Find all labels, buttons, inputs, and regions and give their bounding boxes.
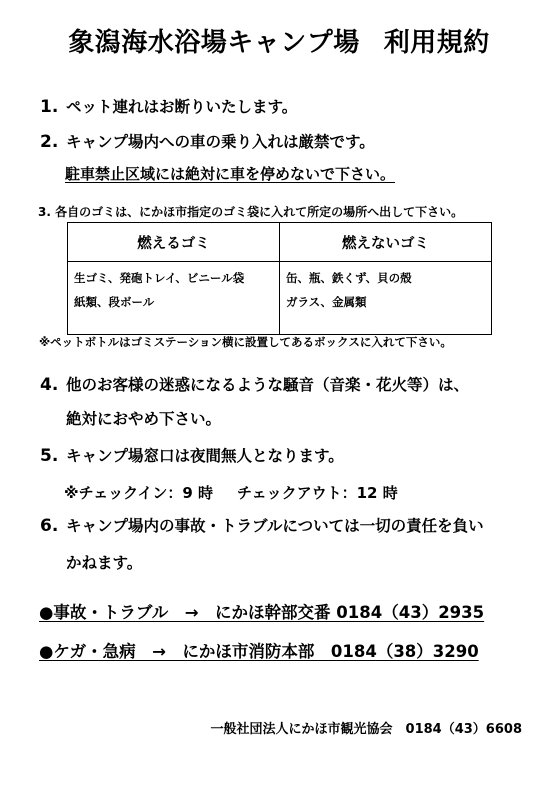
rule-2 bbox=[40, 132, 375, 152]
list-item: 缶、瓶、鉄くず、貝の殻 bbox=[286, 271, 412, 285]
cell-non-burnable bbox=[280, 262, 492, 335]
rule-2-subtext: 駐車禁止区域には絶対に車を停めないで下さい。 bbox=[65, 165, 396, 183]
rule-6 bbox=[40, 516, 484, 536]
list-item: 紙類、段ボール bbox=[74, 295, 155, 309]
rule-1 bbox=[40, 97, 297, 117]
rule-number: 1. bbox=[40, 97, 59, 117]
rule-number: 5. bbox=[40, 446, 59, 466]
header-non-burnable: 燃えないゴミ bbox=[280, 223, 492, 262]
rule-number: 4. bbox=[40, 375, 59, 395]
pet-bottle-note: ※ペットボトルはゴミステーション横に設置してあるボックスに入れて下さい。 bbox=[39, 335, 452, 349]
rule-5 bbox=[40, 446, 344, 466]
page-title bbox=[0, 22, 558, 59]
contact-fire-department: ●ケガ・急病 → にかほ市消防本部 0184（38）3290 bbox=[39, 642, 479, 661]
rule-4-continued: 絶対におやめ下さい。 bbox=[66, 410, 222, 428]
checkout-time: チェックアウト：12 時 bbox=[237, 484, 398, 502]
checkin-times bbox=[64, 482, 398, 503]
checkin-time: ※チェックイン：9 時 bbox=[64, 484, 214, 502]
title-main: 象潟海水浴場キャンプ場 bbox=[68, 28, 360, 58]
rule-number: 2. bbox=[40, 132, 59, 152]
list-item: ガラス、金属類 bbox=[286, 295, 367, 309]
rule-4 bbox=[40, 375, 469, 395]
garbage-table bbox=[67, 222, 492, 335]
rule-text: キャンプ場窓口は夜間無人となります。 bbox=[66, 447, 344, 465]
list-item: 生ゴミ、発砲トレイ、ビニール袋 bbox=[74, 271, 245, 285]
rule-number: 6. bbox=[40, 516, 59, 536]
rule-text: 他のお客様の迷惑になるような騒音（音楽・花火等）は、 bbox=[66, 376, 470, 394]
cell-burnable bbox=[68, 262, 280, 335]
footer-association: 一般社団法人にかほ市観光協会 0184（43）6608 bbox=[210, 722, 522, 737]
header-burnable: 燃えるゴミ bbox=[68, 223, 280, 262]
rule-text: 各自のゴミは、にかほ市指定のゴミ袋に入れて所定の場所へ出して下さい。 bbox=[55, 205, 464, 219]
title-sub: 利用規約 bbox=[383, 28, 490, 58]
contact-police: ●事故・トラブル → にかほ幹部交番 0184（43）2935 bbox=[39, 603, 485, 622]
rule-text: キャンプ場内への車の乗り入れは厳禁です。 bbox=[66, 133, 375, 151]
rule-3 bbox=[38, 203, 463, 220]
rule-number: 3. bbox=[38, 205, 51, 219]
rule-6-continued: かねます。 bbox=[66, 554, 143, 572]
rule-text: キャンプ場内の事故・トラブルについては一切の責任を負い bbox=[66, 517, 484, 535]
rule-text: ペット連れはお断りいたします。 bbox=[66, 98, 298, 116]
